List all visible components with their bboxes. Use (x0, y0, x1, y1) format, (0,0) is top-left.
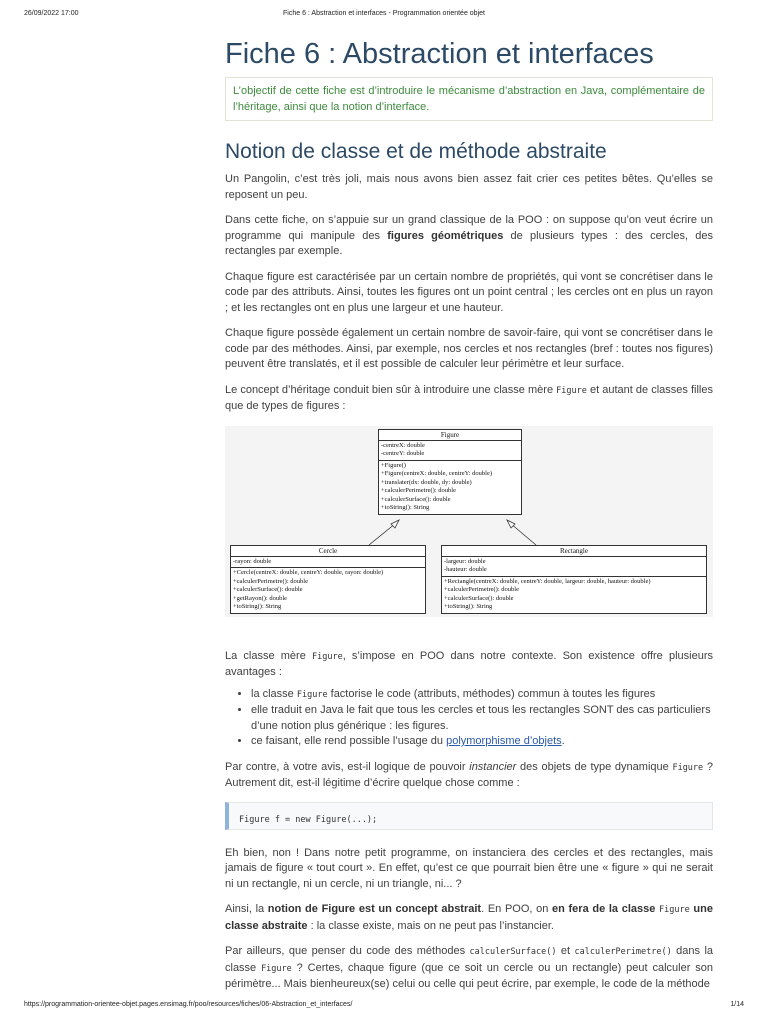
page-title: Fiche 6 : Abstraction et interfaces (225, 38, 654, 70)
list-item: • ce faisant, elle rend possible l’usage du polymorphisme d’objets. (251, 734, 713, 750)
list-item: • elle traduit en Java le fait que tous les cercles et tous les rectangles SONT des cas particuliers d’une notion plus générique : les figures. (251, 703, 713, 734)
uml-class-name: Cercle (231, 546, 425, 557)
page-number: 1/14 (730, 1001, 744, 1008)
uml-diagram (225, 426, 713, 617)
print-url: https://programmation-orientee-objet.pages.ensimag.fr/poo/resources/fiches/06-Abstraction_et_interfaces/ (24, 1001, 353, 1008)
uml-class-figure (378, 429, 522, 515)
uml-methods: +Rectangle(centreX: double, centreY: double, largeur: double, hauteur: double) +calculerPerimetre(): double +calculerSurface(): double +toString(): String (444, 577, 651, 610)
paragraph-methods: Chaque figure possède également un certain nombre de savoir-faire, qui vont se concrétiser dans le code par des méthodes. Ainsi, par exemple, nos cercles et nos rectangles (bref : toutes nos figures) peuvent être translatés, et il est possible de calculer leur périmètre et leur surface. (225, 327, 713, 370)
paragraph-abstract-methods: Par ailleurs, que penser du code des méthodes calculerSurface() et calculerPerimetre() dans la classe Figure ? Certes, chaque figure (que ce soit un cercle ou un rectangle) peut calculer son périmètre... Mais bienheureux(se) celui ou celle qui peut écrire, par exemple, le code de la méthode (225, 945, 714, 990)
paragraph-answer: Eh bien, non ! Dans notre petit programme, on instanciera des cercles et des rectangles, mais jamais de figure « tout court ». En effet, qu’est ce que pourrait bien être une « figure » qui ne serait ni un rectangle, ni un cercle, ni un triangle, ni... ? (225, 846, 713, 890)
paragraph-attributes: Chaque figure est caractérisée par un certain nombre de propriétés, qui vont se concrétiser dans le code par des attributs. Ainsi, toutes les figures ont un point central ; les cercles ont en plus un rayon ; et les rectangles ont en plus une largeur et une hauteur. (225, 270, 713, 314)
print-title: Fiche 6 : Abstraction et interfaces - Programmation orientée objet (283, 10, 485, 17)
intro-box: L’objectif de cette fiche est d’introduire le mécanisme d’abstraction en Java, complémentaire de l’héritage, ainsi que la notion d’interface. (225, 77, 713, 121)
paragraph-mother-class: La classe mère Figure, s’impose en POO dans notre contexte. Son existence offre plusieurs avantages : (225, 649, 713, 678)
uml-methods: +Cercle(centreX: double, centreY: double, rayon: double) +calculerPerimetre(): double +calculerSurface(): double +getRayon(): double +toString(): String (233, 569, 384, 610)
uml-attributes: -largeur: double -hauteur: double (442, 557, 706, 577)
uml-class-rectangle (441, 545, 707, 614)
main-content (225, 36, 713, 993)
section-heading: Notion de classe et de méthode abstraite (225, 140, 607, 163)
paragraph-pangolin: Un Pangolin, c’est très joli, mais nous avons bien assez fait crier ces petites bêtes. Qu’elles se reposent un peu. (225, 173, 713, 201)
paragraph-inheritance: Le concept d’héritage conduit bien sûr à introduire une classe mère Figure et autant de classes filles que de types de figures : (225, 383, 713, 412)
uml-attributes: -rayon: double (231, 557, 425, 569)
uml-class-cercle (230, 545, 426, 614)
paragraph-abstract-concept: Ainsi, la notion de Figure est un concept abstrait. En POO, on en fera de la classe Figure une classe abstraite : la classe existe, mais on ne peut pas l’instancier. (225, 903, 713, 932)
advantages-list (225, 687, 713, 750)
code-block: Figure f = new Figure(...); (225, 802, 713, 830)
paragraph-figures: Dans cette fiche, on s’appuie sur un grand classique de la POO : on suppose qu’on veut écrire un programme qui manipule des figures géométriques de plusieurs types : des cercles, des rectangles par exemple. (225, 214, 713, 257)
uml-attributes: -centreX: double -centreY: double (379, 441, 521, 461)
list-item: • la classe Figure factorise le code (attributs, méthodes) commun à toutes les figures (251, 687, 713, 704)
polymorphism-link[interactable]: polymorphisme d’objets (446, 735, 562, 747)
print-date: 26/09/2022 17:00 (24, 10, 79, 17)
paragraph-instantiate-question: Par contre, à votre avis, est-il logique de pouvoir instancier des objets de type dynamique Figure ? Autrement dit, est-il légitime d’écrire quelque chose comme : (225, 760, 713, 789)
uml-methods: +Figure() +Figure(centreX: double, centreY: double) +translater(dx: double, dy: double) +calculerPerimetre(): double +calculerSurface(): double +toString(): String (381, 461, 493, 511)
uml-class-name: Rectangle (442, 546, 706, 557)
uml-class-name: Figure (379, 430, 521, 441)
